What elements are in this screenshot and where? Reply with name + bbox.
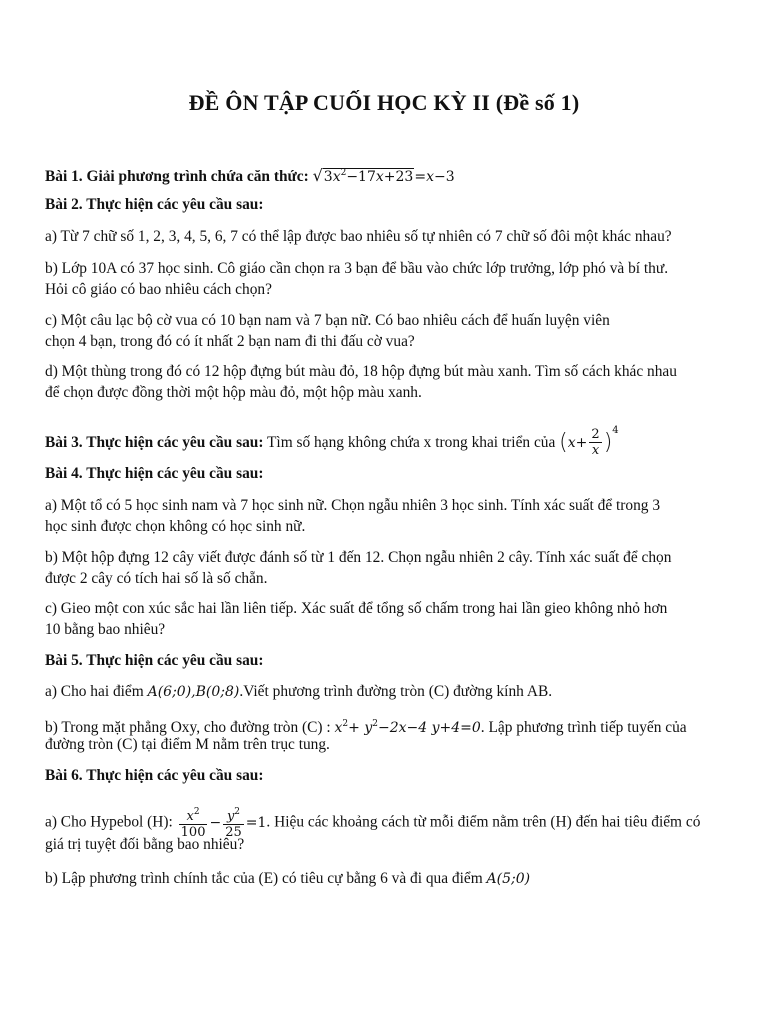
term-17: −17 — [346, 169, 376, 185]
hyperbola-x: x — [186, 809, 194, 824]
fraction-numerator: 2 — [591, 427, 600, 442]
points-a-b: A(6;0),B(0;8) — [147, 684, 240, 700]
problem-6b — [45, 868, 735, 890]
var-x: x — [332, 169, 341, 185]
problem-3 — [45, 420, 735, 458]
problem-2d-line1: d) Một thùng trong đó có 12 hộp đựng bút màu đỏ, 18 hộp đựng bút màu xanh. Tìm số cách khác nhau — [45, 363, 677, 380]
problem-5b-prefix: b) Trong mặt phẳng Oxy, cho đường tròn (C) : — [45, 719, 335, 736]
problem-2d-line2: để chọn được đồng thời một hộp màu đỏ, một hộp màu xanh. — [45, 384, 422, 401]
hyperbola-x-exp: 2 — [193, 807, 200, 817]
problem-2-label: Bài 2. Thực hiện các yêu cầu sau: — [45, 196, 264, 213]
fraction-denominator: x — [591, 443, 600, 458]
radical-equation: $√3x^2-17x+23=x-3$ — [312, 166, 455, 185]
problem-6a-prefix: a) Cho Hypebol (H): — [45, 813, 177, 831]
problem-5a-suffix: .Viết phương trình đường tròn (C) đường kính AB. — [239, 683, 553, 700]
problem-2c-line2: chọn 4 bạn, trong đó có ít nhất 2 bạn nam đi thi đấu cờ vua? — [45, 333, 415, 350]
problem-4b-line2: được 2 cây có tích hai số là số chẵn. — [45, 570, 268, 587]
circle-y-exp: 2 — [372, 719, 378, 729]
circle-y: + y — [348, 720, 373, 736]
hyperbola-equals-1: =1 — [245, 814, 267, 831]
rhs-minus-3: −3 — [433, 169, 455, 185]
problem-2a: a) Từ 7 chữ số 1, 2, 3, 4, 5, 6, 7 có thể lập được bao nhiêu số tự nhiên có 7 chữ số đôi một khác nhau? — [45, 228, 672, 245]
problem-4c-line2: 10 bằng bao nhiêu? — [45, 621, 166, 638]
hyperbola-den-25: 25 — [225, 825, 242, 840]
problem-4b-line1: b) Một hộp đựng 12 cây viết được đánh số từ 1 đến 12. Chọn ngẫu nhiên 2 cây. Tính xác suất để chọn — [45, 549, 672, 566]
problem-4-label: Bài 4. Thực hiện các yêu cầu sau: — [45, 465, 264, 482]
problem-4a-line2: học sinh được chọn không có học sinh nữ. — [45, 518, 306, 535]
problem-6-label: Bài 6. Thực hiện các yêu cầu sau: — [45, 767, 264, 784]
circle-x-exp: 2 — [342, 719, 349, 729]
problem-5b-line2: đường tròn (C) tại điểm M nằm trên trục tung. — [45, 736, 330, 753]
circle-x: x — [334, 720, 343, 736]
hyperbola-den-100: 100 — [180, 825, 206, 840]
hyperbola-equation — [177, 807, 267, 840]
binomial-x: x — [567, 435, 576, 451]
problem-5b-suffix: . Lập phương trình tiếp tuyến của — [480, 719, 687, 736]
problem-4a-line1: a) Một tổ có 5 học sinh nam và 7 học sinh nữ. Chọn ngẫu nhiên 3 học sinh. Tính xác suất để trong 3 — [45, 497, 661, 514]
problem-5a-prefix: a) Cho hai điểm — [45, 683, 148, 700]
page-title: ĐỀ ÔN TẬP CUỐI HỌC KỲ II (Đề số 1) — [188, 90, 580, 115]
problem-1-label: Bài 1. Giải phương trình chứa căn thức: — [45, 168, 309, 185]
problem-2c-line1: c) Một câu lạc bộ cờ vua có 10 bạn nam và 7 bạn nữ. Có bao nhiêu cách để huấn luyện viên — [45, 312, 610, 329]
binomial-exponent: 4 — [612, 425, 619, 436]
problem-2b-line1: b) Lớp 10A có 37 học sinh. Cô giáo cần chọn ra 3 bạn để bầu vào chức lớp trưởng, lớp phó và bí thư. — [45, 260, 669, 277]
problem-1 — [45, 162, 735, 188]
term-23: +23 — [383, 169, 414, 185]
problem-2b-line2: Hỏi cô giáo có bao nhiêu cách chọn? — [45, 281, 272, 298]
problem-5a — [45, 681, 735, 703]
var-x-2: x — [375, 169, 384, 185]
hyperbola-y-exp: 2 — [234, 807, 241, 817]
point-a: A(5;0) — [486, 871, 531, 887]
problem-3-text: Tìm số hạng không chứa x trong khai triển của — [263, 434, 560, 451]
problem-3-label: Bài 3. Thực hiện các yêu cầu sau: — [45, 434, 264, 451]
binomial-plus: + — [575, 435, 588, 451]
problem-6a-suffix: . Hiệu các khoảng cách từ mỗi điểm nằm trên (H) đến hai tiêu điểm có — [266, 813, 701, 831]
binomial-fraction — [589, 428, 601, 458]
exp-2: 2 — [340, 168, 347, 178]
hyperbola-minus: − — [209, 814, 222, 831]
circle-rest: −2x−4 y+4=0 — [377, 720, 481, 736]
hyperbola-y: y — [226, 809, 235, 824]
problem-4c-line1: c) Gieo một con xúc sắc hai lần liên tiếp. Xác suất để tổng số chấm trong hai lần gieo không nhỏ hơn — [45, 600, 668, 617]
problem-6a-line2: giá trị tuyệt đối bằng bao nhiêu? — [45, 836, 245, 853]
problem-6b-prefix: b) Lập phương trình chính tắc của (E) có tiêu cự bằng 6 và đi qua điểm — [45, 870, 487, 887]
binomial-expression: (x+ $\frac{2}{x}$ )$^4$ — [559, 425, 619, 458]
problem-5-label: Bài 5. Thực hiện các yêu cầu sau: — [45, 652, 264, 669]
coef-3: 3 — [323, 169, 333, 185]
rhs-x: x — [426, 169, 434, 185]
equals-sign: = — [414, 169, 427, 185]
